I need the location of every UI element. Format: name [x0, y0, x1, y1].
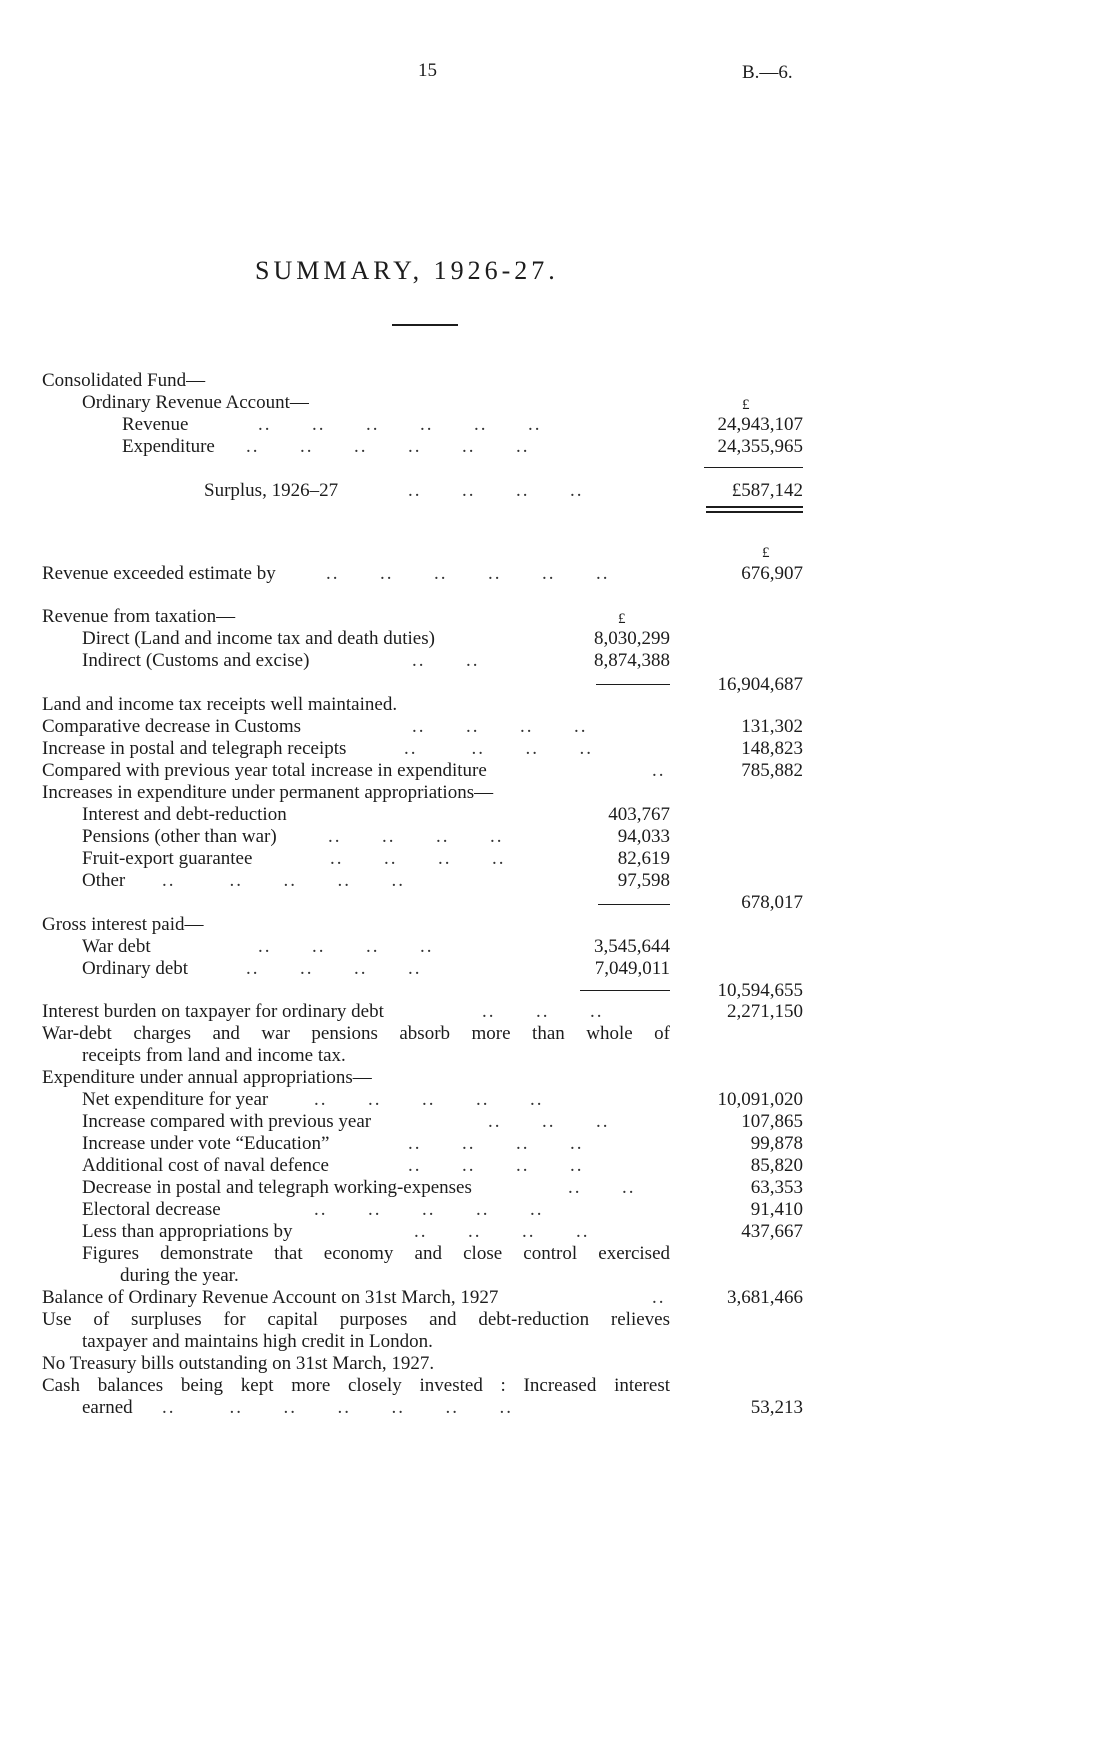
- cash-paragraph-line: earned: [82, 1397, 133, 1418]
- surplus-value: £587,142: [731, 480, 803, 501]
- less-than-value: 437,667: [741, 1221, 803, 1242]
- leader-dots: .. .. .. .. .. .. ..: [162, 1397, 513, 1418]
- war-debt-value: 3,545,644: [594, 936, 670, 957]
- net-expenditure-label: Net expenditure for year: [82, 1089, 269, 1110]
- interest-debt-value: 403,767: [608, 804, 670, 825]
- increase-previous-label: Increase compared with previous year: [82, 1111, 372, 1132]
- customs-label: Comparative decrease in Customs: [42, 716, 302, 737]
- other-value: 97,598: [617, 870, 670, 891]
- electoral-label: Electoral decrease: [82, 1199, 221, 1220]
- subtotal-rule: [596, 684, 670, 685]
- increase-previous-value: 107,865: [741, 1111, 803, 1132]
- consolidated-heading: Consolidated Fund—: [42, 370, 206, 391]
- subtotal-rule: [580, 990, 670, 991]
- estimate-label: Revenue exceeded estimate by: [42, 563, 276, 584]
- indirect-tax-label: Indirect (Customs and excise): [82, 650, 310, 671]
- ordinary-debt-label: Ordinary debt: [82, 958, 189, 979]
- surpluses-paragraph-line: Use of surpluses for capital purposes and debt-reduction relieves: [42, 1309, 670, 1330]
- war-debt-label: War debt: [82, 936, 151, 957]
- currency-symbol: £: [742, 397, 750, 413]
- leader-dots: .. .. .. ..: [330, 848, 506, 869]
- gross-interest-total: 10,594,655: [717, 980, 803, 1001]
- document-reference: B.—6.: [742, 62, 793, 83]
- leader-dots: .. .. ..: [488, 1111, 610, 1132]
- leader-dots: ..: [652, 1287, 666, 1308]
- fruit-value: 82,619: [617, 848, 670, 869]
- taxation-heading: Revenue from taxation—: [42, 606, 236, 627]
- war-debt-paragraph-line: War-debt charges and war pensions absorb more than whole of: [42, 1023, 670, 1044]
- compared-value: 785,882: [741, 760, 803, 781]
- leader-dots: .. .. .. .. ..: [314, 1199, 544, 1220]
- war-debt-paragraph-line: receipts from land and income tax.: [82, 1045, 346, 1066]
- gross-interest-heading: Gross interest paid—: [42, 914, 204, 935]
- leader-dots: .. .. .. ..: [412, 716, 588, 737]
- page-number: 15: [418, 60, 437, 81]
- balance-value: 3,681,466: [727, 1287, 803, 1308]
- pensions-value: 94,033: [617, 826, 670, 847]
- leader-dots: .. .. .. ..: [408, 480, 584, 501]
- leader-dots: .. .. .. ..: [404, 738, 593, 759]
- cash-paragraph-line: Cash balances being kept more closely invested : Increased interest: [42, 1375, 670, 1396]
- leader-dots: .. .. .. .. ..: [162, 870, 405, 891]
- ordinary-debt-value: 7,049,011: [594, 958, 670, 979]
- compared-label: Compared with previous year total increase in expenditure: [42, 760, 487, 781]
- fruit-label: Fruit-export guarantee: [82, 848, 253, 869]
- postal-label: Increase in postal and telegraph receipts: [42, 738, 347, 759]
- page-title: SUMMARY, 1926-27.: [255, 256, 559, 285]
- education-value: 99,878: [750, 1133, 803, 1154]
- expenditure-label: Expenditure: [122, 436, 215, 457]
- leader-dots: .. .. .. ..: [258, 936, 434, 957]
- permanent-total: 678,017: [741, 892, 803, 913]
- direct-tax-value: 8,030,299: [594, 628, 670, 649]
- leader-dots: .. .. .. .. .. ..: [246, 436, 530, 457]
- figures-paragraph-line: Figures demonstrate that economy and close control exercised: [82, 1243, 670, 1264]
- annual-heading: Expenditure under annual appropriations—: [42, 1067, 372, 1088]
- naval-label: Additional cost of naval defence: [82, 1155, 329, 1176]
- expenditure-value: 24,355,965: [717, 436, 803, 457]
- treasury-note: No Treasury bills outstanding on 31st March, 1927.: [42, 1353, 435, 1374]
- permanent-heading: Increases in expenditure under permanent appropriations—: [42, 782, 494, 803]
- surplus-label: Surplus, 1926–27: [204, 480, 339, 501]
- leader-dots: .. ..: [568, 1177, 636, 1198]
- total-rule: [704, 467, 803, 468]
- postal-value: 148,823: [741, 738, 803, 759]
- burden-value: 2,271,150: [727, 1001, 803, 1022]
- naval-value: 85,820: [750, 1155, 803, 1176]
- double-rule: [706, 511, 803, 513]
- leader-dots: .. .. .. ..: [414, 1221, 590, 1242]
- surpluses-paragraph-line: taxpayer and maintains high credit in London.: [82, 1331, 433, 1352]
- revenue-value: 24,943,107: [717, 414, 803, 435]
- postal-expenses-label: Decrease in postal and telegraph working-expenses: [82, 1177, 472, 1198]
- leader-dots: ..: [652, 760, 666, 781]
- currency-symbol: £: [618, 611, 626, 627]
- leader-dots: .. .. .. .. ..: [314, 1089, 544, 1110]
- leader-dots: .. .. .. ..: [246, 958, 422, 979]
- leader-dots: .. .. ..: [482, 1001, 604, 1022]
- balance-label: Balance of Ordinary Revenue Account on 31st March, 1927: [42, 1287, 499, 1308]
- pensions-label: Pensions (other than war): [82, 826, 277, 847]
- customs-value: 131,302: [741, 716, 803, 737]
- leader-dots: .. .. .. ..: [328, 826, 504, 847]
- direct-tax-label: Direct (Land and income tax and death duties): [82, 628, 435, 649]
- burden-label: Interest burden on taxpayer for ordinary debt: [42, 1001, 384, 1022]
- indirect-tax-value: 8,874,388: [594, 650, 670, 671]
- double-rule: [706, 506, 803, 508]
- other-label: Other: [82, 870, 126, 891]
- leader-dots: .. .. .. ..: [408, 1133, 584, 1154]
- leader-dots: .. ..: [412, 650, 480, 671]
- title-rule: [392, 324, 458, 326]
- leader-dots: .. .. .. .. .. ..: [326, 563, 610, 584]
- cash-value: 53,213: [750, 1397, 803, 1418]
- revenue-label: Revenue: [122, 414, 189, 435]
- taxation-total: 16,904,687: [717, 674, 803, 695]
- leader-dots: .. .. .. ..: [408, 1155, 584, 1176]
- leader-dots: .. .. .. .. .. ..: [258, 414, 542, 435]
- figures-paragraph-line: during the year.: [120, 1265, 239, 1286]
- net-expenditure-value: 10,091,020: [717, 1089, 803, 1110]
- ordinary-revenue-heading: Ordinary Revenue Account—: [82, 392, 309, 413]
- land-tax-note: Land and income tax receipts well maintained.: [42, 694, 398, 715]
- less-than-label: Less than appropriations by: [82, 1221, 293, 1242]
- currency-symbol: £: [762, 545, 770, 561]
- estimate-value: 676,907: [741, 563, 803, 584]
- postal-expenses-value: 63,353: [750, 1177, 803, 1198]
- electoral-value: 91,410: [750, 1199, 803, 1220]
- interest-debt-label: Interest and debt-reduction: [82, 804, 287, 825]
- education-label: Increase under vote “Education”: [82, 1133, 330, 1154]
